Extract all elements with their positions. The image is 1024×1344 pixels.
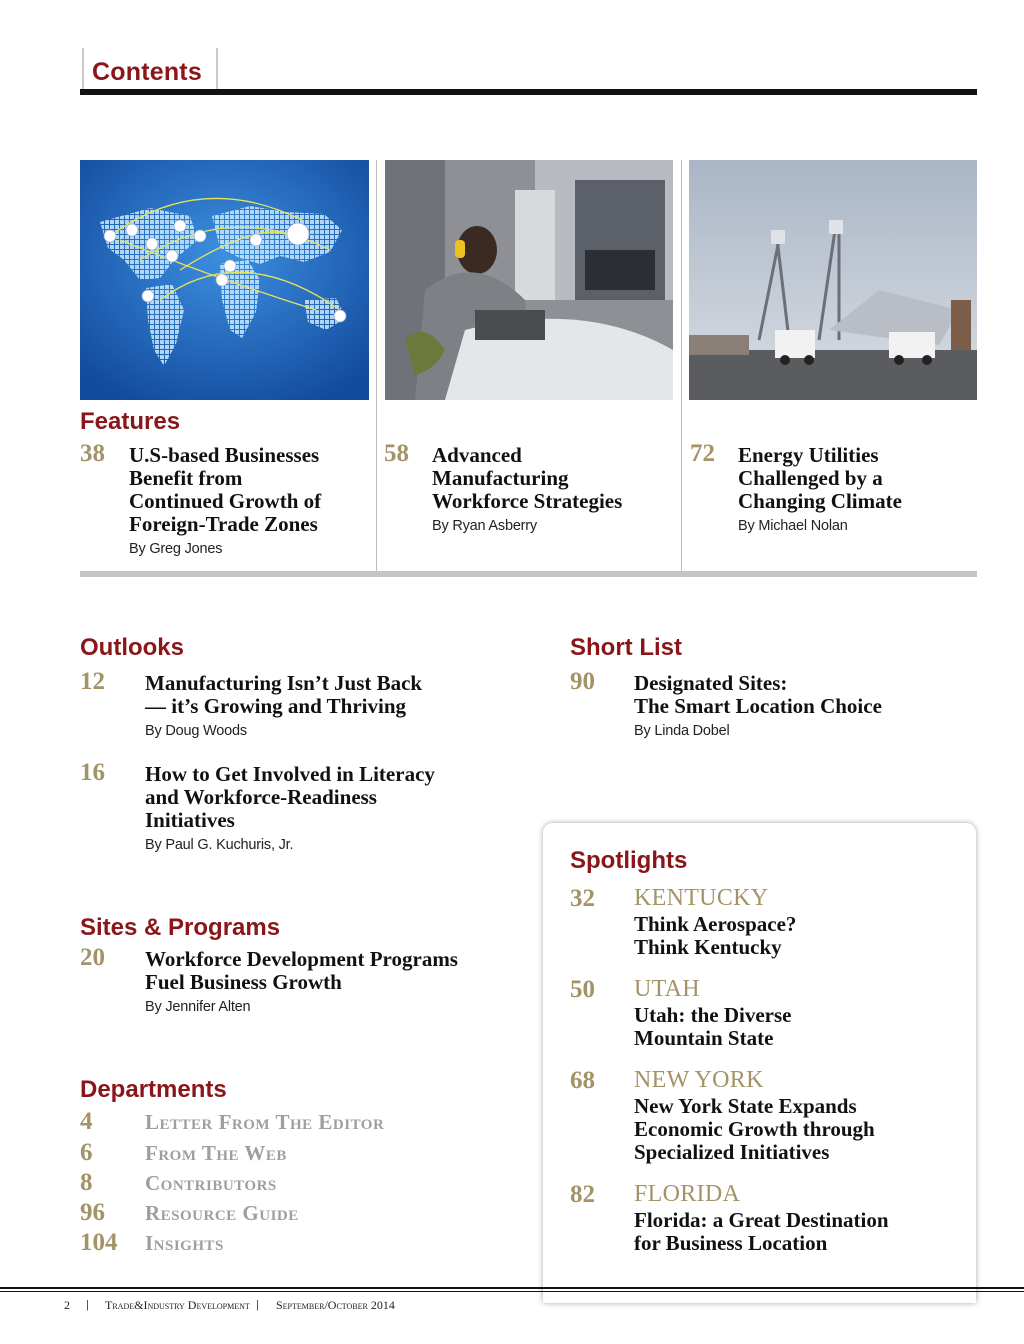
article-byline: By Jennifer Alten — [145, 999, 251, 1015]
world-map-image — [80, 160, 369, 400]
page-number: 58 — [384, 440, 409, 467]
department-title: Contributors — [145, 1171, 277, 1195]
factory-worker-image — [385, 160, 673, 400]
article-title: Think Aerospace? Think Kentucky — [634, 912, 797, 959]
footer-rule — [0, 1287, 1024, 1289]
page-number: 20 — [80, 944, 105, 971]
article-title: How to Get Involved in Literacy and Workforce-Readiness Initiatives — [145, 762, 435, 832]
footer-rule-thin — [0, 1291, 1024, 1292]
sites-programs-heading: Sites & Programs — [80, 914, 281, 941]
footer-issue: September/October 2014 — [276, 1298, 395, 1312]
page-number: 32 — [570, 885, 595, 912]
article-byline: By Michael Nolan — [738, 518, 848, 534]
article-title: Workforce Development Programs Fuel Business Growth — [145, 947, 458, 994]
page-number: 8 — [80, 1169, 93, 1196]
utility-trucks-image — [689, 160, 977, 400]
feature-column-divider — [681, 160, 682, 572]
footer-separator: | — [256, 1299, 259, 1311]
article-title: Advanced Manufacturing Workforce Strategies — [432, 443, 623, 513]
article-title: Energy Utilities Challenged by a Changing Climate — [738, 443, 902, 513]
article-title: New York State Expands Economic Growth through Specialized Initiatives — [634, 1094, 875, 1164]
page-number: 96 — [80, 1199, 105, 1226]
header-divider-left — [82, 48, 84, 90]
department-title: Letter From The Editor — [145, 1110, 385, 1134]
spotlight-state: FLORIDA — [634, 1181, 741, 1207]
article-title: U.S-based Businesses Benefit from Continued Growth of Foreign-Trade Zones — [129, 443, 322, 536]
page-number: 68 — [570, 1067, 595, 1094]
spotlights-heading: Spotlights — [570, 847, 688, 874]
department-title: Resource Guide — [145, 1201, 299, 1225]
spotlight-state: KENTUCKY — [634, 885, 769, 911]
page-number: 90 — [570, 668, 595, 695]
footer-page-number: 2 — [64, 1298, 70, 1312]
header-divider-right — [216, 48, 218, 90]
article-title: Florida: a Great Destination for Business Location — [634, 1208, 889, 1255]
page-number: 4 — [80, 1108, 93, 1135]
page-number: 72 — [690, 440, 715, 467]
page-number: 82 — [570, 1181, 595, 1208]
short-list-heading: Short List — [570, 634, 682, 661]
features-heading: Features — [80, 408, 181, 435]
features-bottom-rule — [80, 571, 977, 577]
article-byline: By Greg Jones — [129, 541, 223, 557]
footer-separator: | — [86, 1299, 89, 1311]
article-title: Manufacturing Isn’t Just Back — it’s Growing and Thriving — [145, 671, 423, 718]
departments-heading: Departments — [80, 1076, 227, 1103]
department-title: Insights — [145, 1231, 224, 1255]
spotlight-state: NEW YORK — [634, 1067, 764, 1093]
page-title: Contents — [92, 58, 202, 86]
article-byline: By Linda Dobel — [634, 723, 730, 739]
page-number: 38 — [80, 440, 105, 467]
page-number: 104 — [80, 1229, 118, 1256]
article-byline: By Ryan Asberry — [432, 518, 537, 534]
article-title: Utah: the Diverse Mountain State — [634, 1003, 792, 1050]
spotlight-state: UTAH — [634, 976, 700, 1002]
article-byline: By Paul G. Kuchuris, Jr. — [145, 837, 294, 853]
outlooks-heading: Outlooks — [80, 634, 185, 661]
page-number: 16 — [80, 759, 105, 786]
article-byline: By Doug Woods — [145, 723, 247, 739]
page-number: 12 — [80, 668, 105, 695]
header-rule — [80, 89, 977, 95]
page-number: 50 — [570, 976, 595, 1003]
feature-column-divider — [376, 160, 377, 572]
page-number: 6 — [80, 1139, 93, 1166]
department-title: From The Web — [145, 1141, 287, 1165]
article-title: Designated Sites: The Smart Location Choice — [634, 671, 882, 718]
footer-publication: Trade&Industry Development — [105, 1298, 250, 1312]
